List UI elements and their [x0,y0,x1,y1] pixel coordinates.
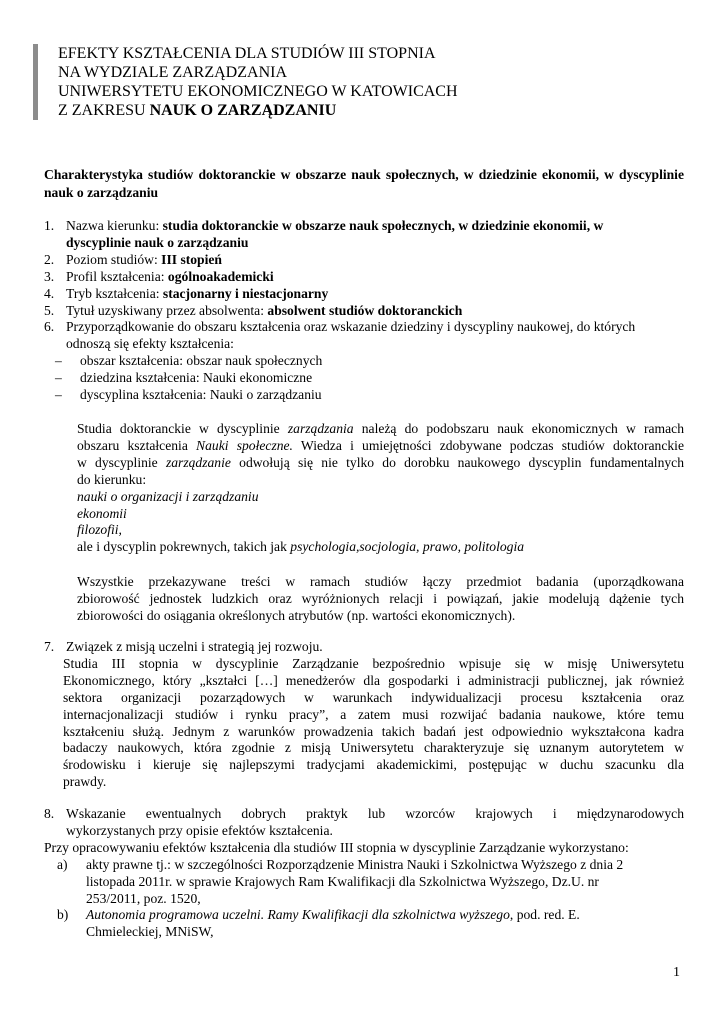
alpha-mark: a) [57,856,68,872]
text-run-italic: zarządzania [287,421,354,436]
alpha-text: listopada 2011r. w sprawie Krajowych Ram Kwalifikacji dla Szkolnictwa Wyższego, Dz.U. nr [86,873,599,889]
paragraph-scope [44,574,684,625]
document-subtitle: Charakterystyka studiów doktoranckie w obszarze nauk społecznych, w dziedzinie ekonomii, w dyscyplinie nauk o zarządzaniu [44,167,684,200]
text-run: obszaru kształcenia [77,437,197,453]
header-line-3: UNIWERSYTETU EKONOMICZNEGO W KATOWICACH [58,83,458,100]
para-line: badaczy naukowych, która zgodnie z misją Uniwersytetu charakteryzuje się uznanym autorytetem w [63,740,684,756]
para-line [77,455,684,472]
list-item [44,303,684,320]
alpha-text-italic: Autonomia programowa uczelni. Ramy Kwalifikacji dla szkolnictwa wyższego [86,907,510,923]
item-7 [44,639,684,791]
list-item [44,218,684,252]
text-run: ale i dyscyplin pokrewnych, takich jak [77,539,291,555]
item-value: stacjonarny i niestacjonarny [162,285,329,301]
header-line-4-bold: NAUK O ZARZĄDZANIU [149,102,337,119]
alpha-text: , pod. red. E. [509,907,580,923]
para-line-italic: nauki o organizacji i zarządzaniu [77,488,259,504]
item-number: 1. [44,218,55,233]
dash-item [44,387,684,404]
item-value-continued: dyscyplinie nauk o zarządzaniu [66,234,249,250]
header-line-1: EFEKTY KSZTAŁCENIA DLA STUDIÓW III STOPNIA [58,45,436,62]
text-run: w dyscyplinie [77,454,166,470]
para-line: do kierunku: [77,471,147,487]
alpha-item [44,857,684,908]
para-line: Ekonomicznego, który „kształci […] menedżerów dla gospodarki i administracji publicznej, jak również [63,672,684,688]
list-item [44,269,684,286]
header-line-4-prefix: Z ZAKRESU [58,102,150,119]
dash-text: dyscyplina kształcenia: Nauki o zarządzaniu [80,387,322,403]
item-number: 6. [44,319,55,335]
para-line: kształceniu służą. Jednym z warunków prowadzenia takich badań jest odpowiednio wykształcona kadra [63,723,684,739]
alpha-text: 253/2011, poz. 1520, [86,890,201,906]
para-line: Wszystkie przekazywane treści w ramach studiów łączy przedmiot badania (uporządkowana [77,574,684,589]
dash-mark: – [55,353,62,369]
item-8-intro: Przy opracowywaniu efektów kształcenia dla studiów III stopnia w dyscyplinie Zarządzanie wykorzystano: [44,839,629,855]
dash-mark: – [55,387,62,403]
dash-mark: – [55,370,62,386]
para-line-italic: filozofii, [77,522,122,538]
list-item [44,252,684,269]
document-header [33,44,458,120]
item-7-body [44,656,684,791]
item-label: Tytuł uzyskiwany przez absolwenta: [66,302,268,318]
item-number: 7. [44,639,55,654]
item-label: Nazwa kierunku: [66,218,163,233]
text-run: należą do podobszaru nauk ekonomicznych w ramach [353,421,684,436]
dash-item [44,353,684,370]
para-line [77,421,684,438]
list-item [44,319,684,353]
item-8 [44,806,684,941]
item-value: ogólnoakademicki [167,268,274,284]
list-item [44,286,684,303]
text-run: Wiedza i umiejętności zdobywane podczas studiów doktoranckie [292,437,684,453]
alpha-item [44,907,684,941]
item-title: Wskazanie ewentualnych dobrych praktyk lub wzorców krajowych i międzynarodowych [66,806,684,821]
page-number: 1 [673,965,680,980]
alpha-mark: b) [57,907,69,923]
paragraph-discipline [44,421,684,556]
item-title-continued: wykorzystanych przy opisie efektów kształcenia. [66,822,333,838]
para-line: zbiorowość jednostek ludzkich oraz wyróżnionych relacji i powiązań, jakie modelują dążenie tych [77,590,684,606]
text-run-italic: psychologia,socjologia, prawo, politologia [290,539,525,555]
item-label: Poziom studiów: [66,251,162,267]
item-value: studia doktoranckie w obszarze nauk społecznych, w dziedzinie ekonomii, w [162,218,604,233]
list-item [44,639,684,656]
dash-item [44,370,684,387]
para-line: zbiorowości do osiągania określonych atrybutów (np. wartości ekonomicznych). [77,607,516,623]
item-label: Tryb kształcenia: [66,285,163,301]
para-line-italic: ekonomii [77,505,127,521]
dash-text: dziedzina kształcenia: Nauki ekonomiczne [80,370,313,386]
header-line-4 [58,101,458,120]
alpha-text: Chmieleckiej, MNiSW, [86,924,214,940]
item-number: 5. [44,302,55,318]
dash-text: obszar kształcenia: obszar nauk społecznych [80,353,323,369]
text-run: odwołują się nie tylko do dorobku naukowego dyscyplin fundamentalnych [230,454,684,470]
para-line [77,438,684,455]
item-title: Związek z misją uczelni i strategią jej rozwoju. [66,639,323,654]
text-run-italic: Nauki społeczne. [196,437,293,453]
item-number: 8. [44,806,55,821]
para-line: Studia III stopnia w dyscyplinie Zarządzanie bezpośrednio wpisuje się w misję Uniwersytetu [63,655,684,671]
item-value: III stopień [161,251,222,267]
item-number: 4. [44,285,55,301]
para-line: środowisku i kieruje się najlepszymi tradycjami akademickimi, postępując w duchu szacunku dla [63,757,684,773]
item-label-continued: odnoszą się efekty kształcenia: [66,336,234,352]
text-run: Studia doktoranckie w dyscyplinie [77,421,288,436]
alpha-text: akty prawne tj.: w szczególności Rozporządzenie Ministra Nauki i Szkolnictwa Wyższego z dnia 2 [86,856,624,872]
list-item [44,806,684,840]
items-list [44,218,684,404]
item-number: 3. [44,268,55,284]
item-label: Przyporządkowanie do obszaru kształcenia oraz wskazanie dziedziny i dyscypliny naukowej, do których [66,319,636,335]
para-line: sektora organizacji pozarządowych w warunkach indywidualizacji procesu kształcenia oraz [63,689,684,705]
item-value: absolwent studiów doktoranckich [267,302,463,318]
para-line: internacjonalizacji studiów i rynku pracy”, a zatem musi rozwijać badania naukowe, które temu [63,706,684,722]
item-number: 2. [44,251,55,267]
para-line: prawdy. [63,774,107,790]
text-run-italic: zarządzanie [165,454,231,470]
header-line-2: NA WYDZIALE ZARZĄDZANIA [58,64,287,81]
para-line [77,539,684,556]
item-label: Profil kształcenia: [66,268,168,284]
